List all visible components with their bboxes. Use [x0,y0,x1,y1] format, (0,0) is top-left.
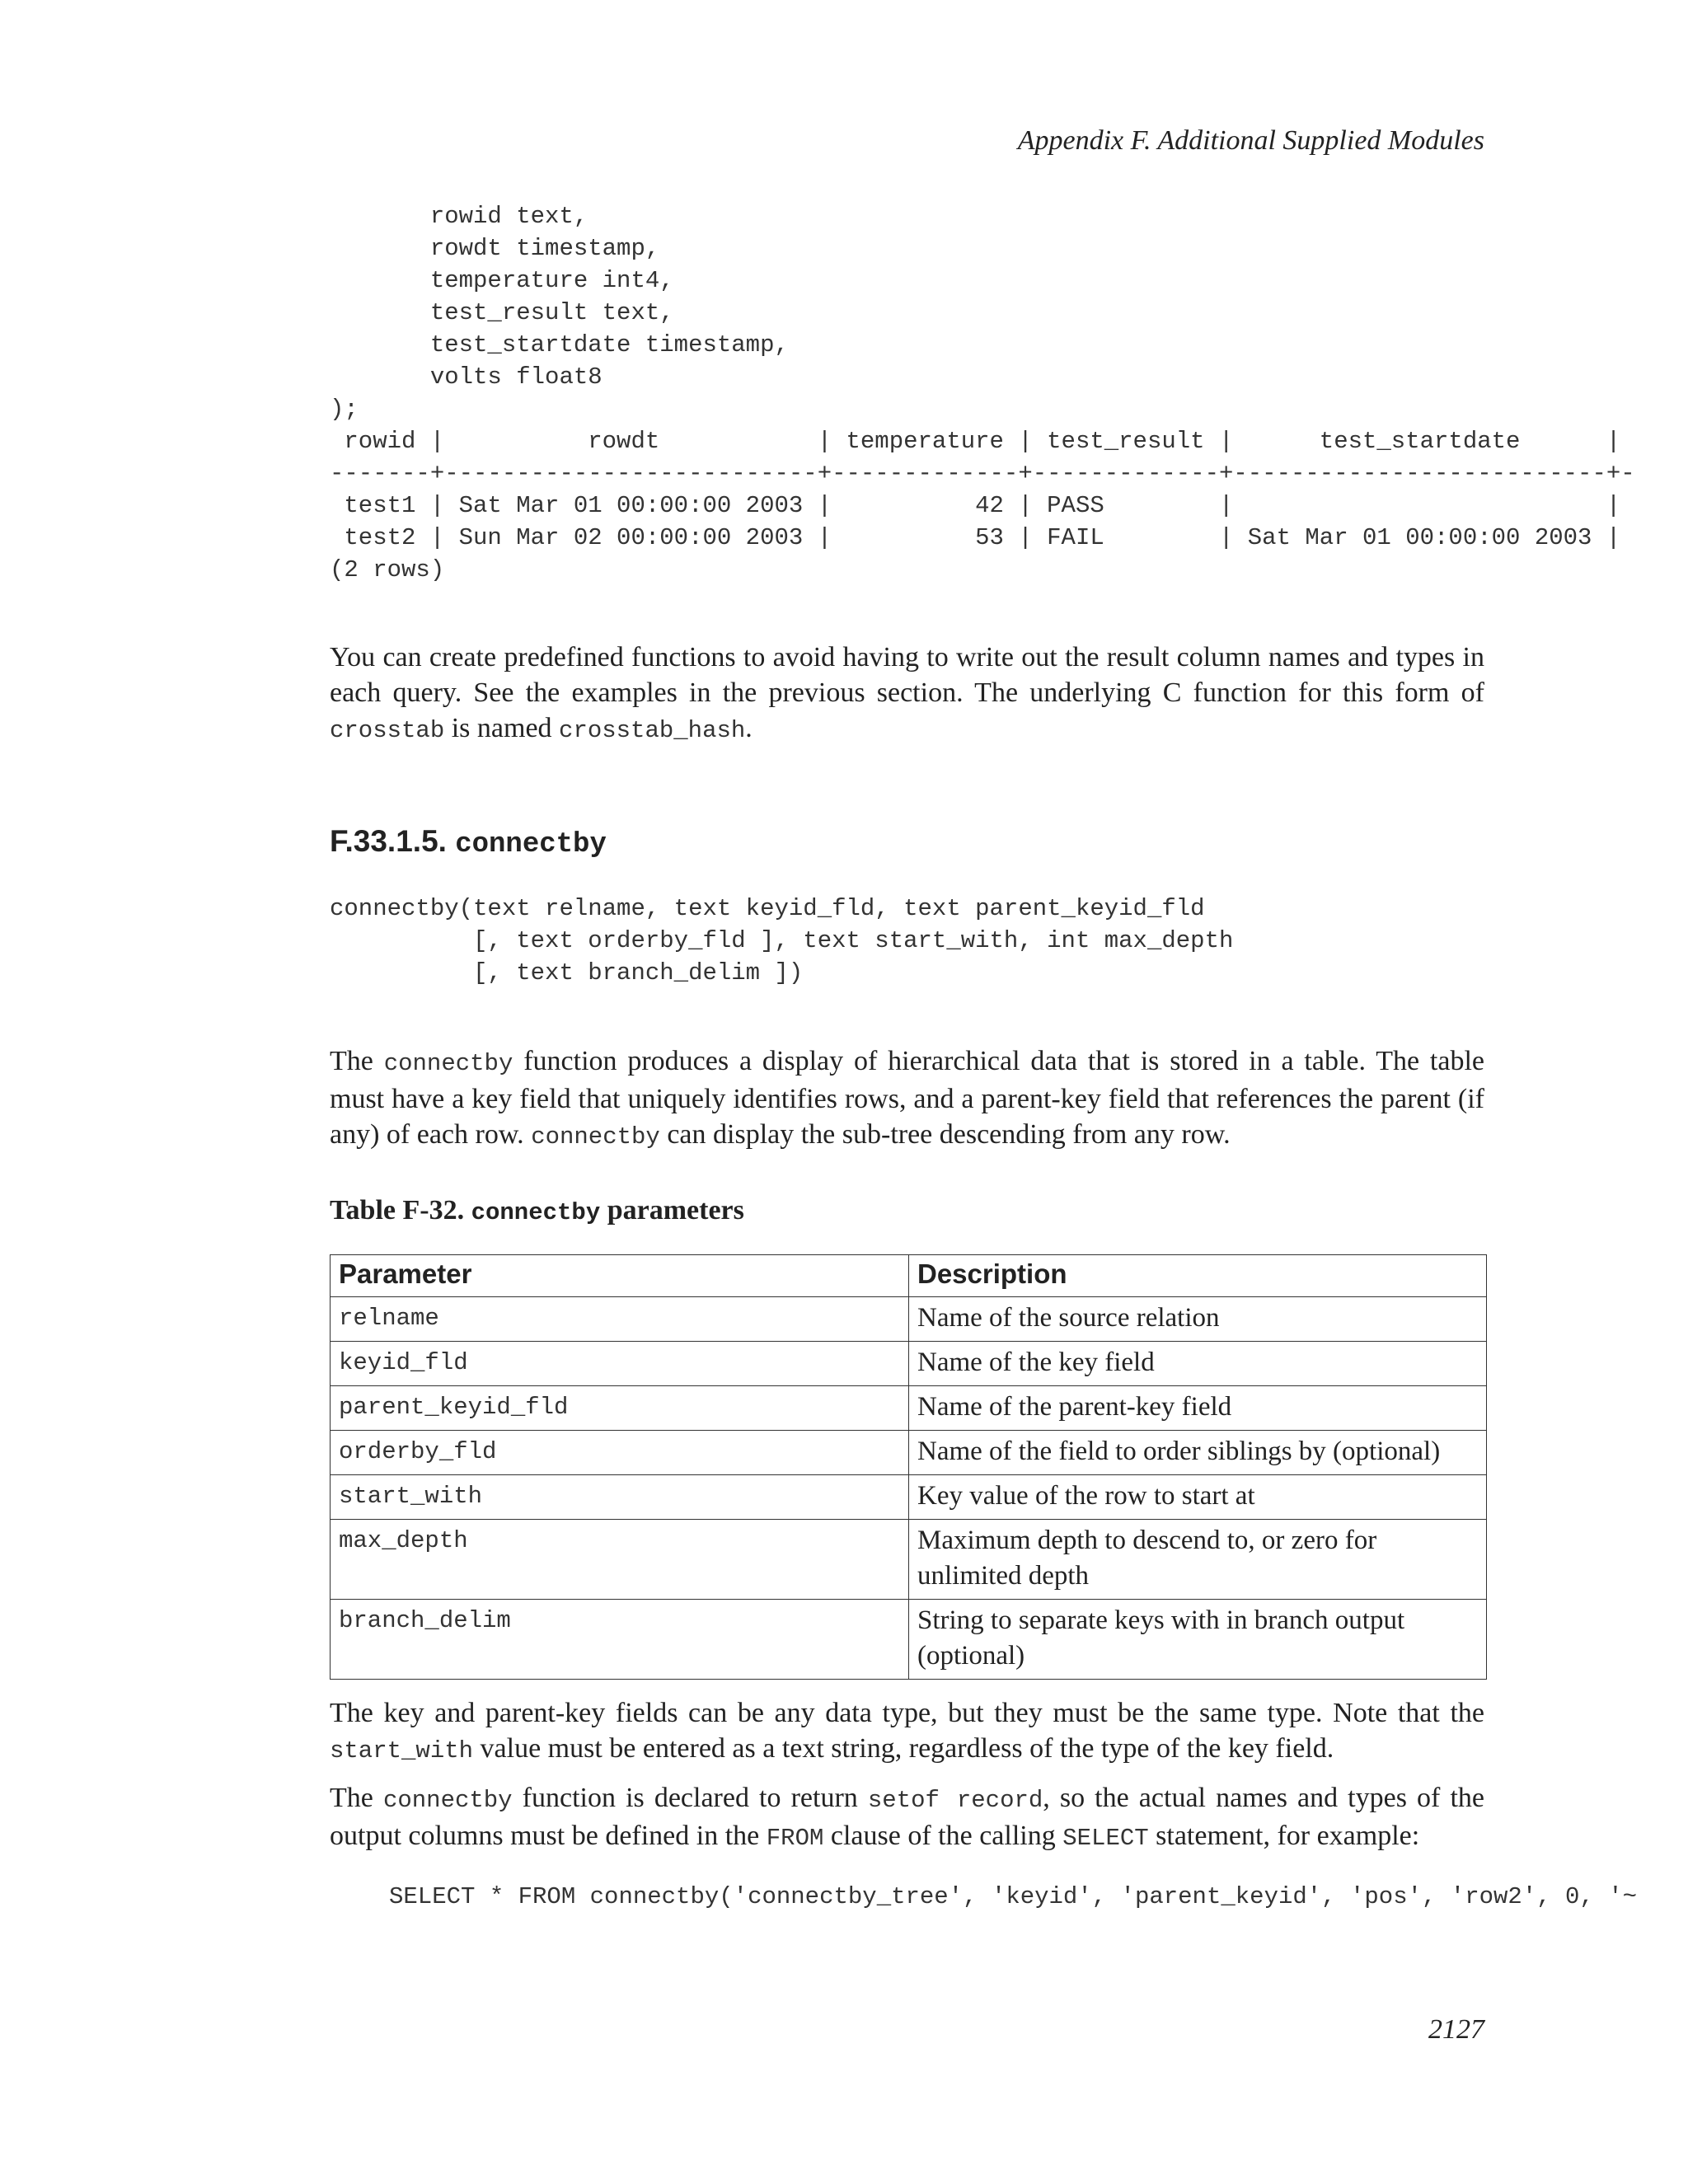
running-header: Appendix F. Additional Supplied Modules [1017,125,1484,156]
section-number: F.33.1.5. [330,824,447,858]
inline-code: connectby [382,1787,513,1814]
inline-code: connectby [383,1050,513,1077]
inline-code: crosstab [330,717,445,744]
text-span: can display the sub-tree descending from any row. [659,1119,1231,1150]
parameter-name: keyid_fld [331,1342,909,1386]
table-caption [330,1195,744,1226]
text-span: value must be entered as a text string, regardless of the type of the key field. [473,1733,1334,1764]
parameters-table [330,1254,1487,1680]
inline-code: FROM [766,1825,824,1852]
table-row [331,1520,1487,1600]
section-name: connectby [455,829,607,860]
parameter-description: Key value of the row to start at [909,1475,1487,1520]
parameter-name: branch_delim [331,1600,909,1680]
text-span: . [745,713,753,743]
inline-code: connectby [531,1123,660,1151]
paragraph-crosstab-hash [330,640,1484,748]
column-header-parameter: Parameter [331,1255,909,1297]
parameter-description: Name of the parent-key field [909,1386,1487,1431]
table-row [331,1431,1487,1475]
parameter-description: Maximum depth to descend to, or zero for unlimited depth [909,1520,1487,1600]
table-row [331,1600,1487,1680]
parameter-name: relname [331,1297,909,1342]
paragraph-connectby-intro [330,1043,1484,1155]
page-number: 2127 [1428,2014,1484,2045]
caption-suffix: parameters [600,1195,744,1226]
inline-code: setof record [867,1787,1043,1814]
code-block-crosstab-output: rowid text, rowdt timestamp, temperature int4, test_result text, test_startdate timestamp, volts float8 ); rowid | rowdt | temperature | test_result | test_startdate | -------+--------------------------+-------------+-------------+--------------------------+- test1 | Sat Mar 01 00:00:00 2003 | 42 | PASS | | test2 | Sun Mar 02 00:00:00 2003 | 53 | FAIL | Sat Mar 01 00:00:00 2003 | (2 rows) [330,203,1635,583]
caption-prefix: Table F-32. [330,1195,471,1226]
table-header-row [331,1255,1487,1297]
inline-code: SELECT [1062,1825,1149,1852]
parameter-name: parent_keyid_fld [331,1386,909,1431]
code-block-example: SELECT * FROM connectby('connectby_tree', 'keyid', 'parent_keyid', 'pos', 'row2', 0, '~ [389,1883,1638,1910]
paragraph-key-types [330,1695,1484,1769]
parameter-description: String to separate keys with in branch output (optional) [909,1600,1487,1680]
parameter-description: Name of the key field [909,1342,1487,1386]
table-row [331,1297,1487,1342]
table-row [331,1386,1487,1431]
text-span: The [330,1046,384,1076]
text-span: function produces a display of hierarchical data that is stored in a table. The table must have a key field that uniquely identifies rows, and a parent-key field that references the parent (if any) of each row. [330,1046,1485,1150]
text-span: function is declared to return [512,1783,868,1813]
text-span: The key and parent-key fields can be any data type, but they must be the same type. Note that the [330,1698,1484,1728]
section-heading [330,824,607,860]
text-span: The [330,1783,383,1813]
parameter-name: max_depth [331,1520,909,1600]
table-row [331,1475,1487,1520]
parameter-name: orderby_fld [331,1431,909,1475]
text-span: is named [444,713,560,743]
text-span: clause of the calling [823,1821,1063,1851]
column-header-description: Description [909,1255,1487,1297]
parameter-description: Name of the source relation [909,1297,1487,1342]
text-span: You can create predefined functions to avoid having to write out the result column names and types in each query. See the examples in the previous section. The underlying C function for this form of [330,642,1484,708]
inline-code: crosstab_hash [559,717,746,744]
table-row [331,1342,1487,1386]
inline-code: start_with [330,1737,474,1765]
caption-code: connectby [471,1199,601,1226]
function-synopsis: connectby(text relname, text keyid_fld, text parent_keyid_fld [, text orderby_fld ], text start_with, int max_depth [, text branch_delim ]) [330,895,1234,987]
text-span: statement, for example: [1148,1821,1420,1851]
paragraph-setof-record [330,1780,1484,1856]
text-span: , so the actual names and types of the output columns must be defined in the [330,1783,1484,1851]
parameter-description: Name of the field to order siblings by (optional) [909,1431,1487,1475]
parameter-name: start_with [331,1475,909,1520]
